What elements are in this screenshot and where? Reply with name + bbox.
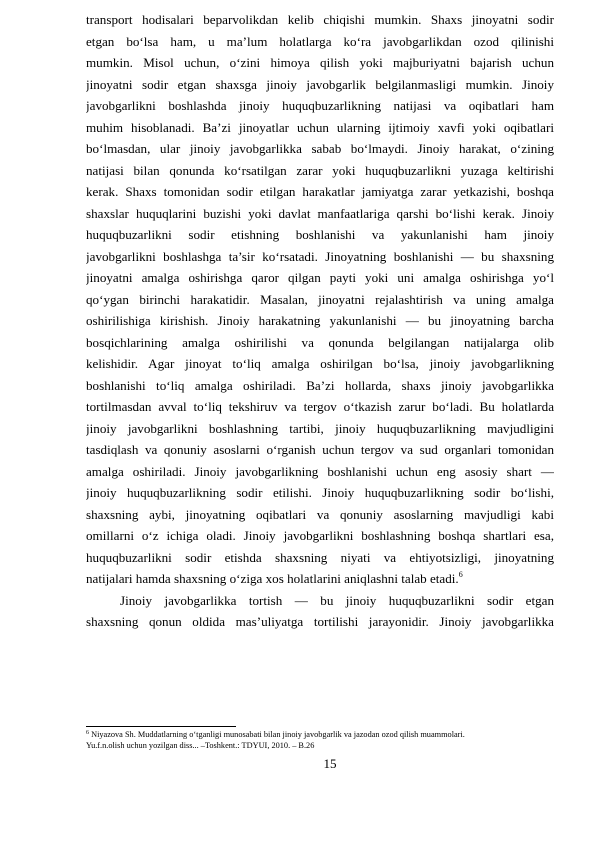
footnote-text-1: Niyazova Sh. Muddatlarning o‘tganligi munosabati bilan jinoiy javobgarlik va jazodan ozod qilish muammolari. (89, 730, 465, 739)
text-line (86, 98, 554, 114)
text-line-content: amalga oshiriladi. Jinoiy javobgarlikning boshlanishi uchun eng asosiy shart — (86, 463, 554, 479)
text-line (86, 77, 554, 93)
text-line-content: natijalari hamda shaxsning o‘ziga xos holatlarini aniqlashni talab etadi. (86, 571, 459, 586)
text-line-content: jinoiy javobgarlikni boshlashning tartibi, jinoiy huquqbuzarlikning mavjudligini (86, 420, 554, 436)
text-line (86, 120, 554, 136)
text-line-content: kelishidir. Agar jinoyat to‘liq amalga oshirilgan bo‘lsa, jinoiy javobgarlikning (86, 356, 554, 371)
text-line (86, 270, 554, 286)
text-line (86, 227, 554, 243)
text-line (86, 34, 554, 50)
footnote-line-1 (86, 729, 465, 740)
footnote-line-2: Yu.f.n.olish uchun yozilgan diss... –Toshkent.: TDYUI, 2010. – B.26 (86, 741, 315, 750)
text-line-content: oshirilishiga kirishish. Jinoiy harakatning yakunlanishi — bu jinoyatning barcha (86, 313, 554, 328)
text-line: Jinoiy javobgarlikka tortish — bu jinoiy huquqbuzarlikni sodir etgan (120, 592, 554, 608)
text-line-content: jinoyatni amalga oshirishga qaror qilgan payti yoki uni amalga oshirishga yo‘l (86, 270, 554, 285)
text-line-content: tasdiqlash va qonuniy asoslarni o‘rganish uchun tergov va sud organlari tomonidan (86, 442, 554, 457)
text-line-content: jinoyatni sodir etgan shaxsga jinoiy javobgarlik belgilanmasligi mumkin. Jinoiy (86, 76, 554, 92)
text-line-content: etgan bo‘lsa ham, u ma’lum holatlarga ko‘ra javobgarlikdan ozod qilinishi (86, 33, 554, 49)
text-line-content: mumkin. Misol uchun, o‘zini himoya qilish yoki majburiyatni bajarish uchun (86, 55, 554, 70)
text-line (86, 206, 554, 222)
text-line-content: transport hodisalari beparvolikdan kelib chiqishi mumkin. Shaxs jinoyatni sodir (86, 12, 554, 27)
text-line: shaxsning qonun oldida mas’uliyatga tortilishi jarayonidir. Jinoiy javobgarlikka (86, 614, 554, 629)
text-line (86, 12, 554, 28)
text-line-content: huquqbuzarlikni sodir etishda shaxsning niyati va ehtiyotsizligi, jinoyatning (86, 549, 554, 565)
text-line-content: tortilmasdan avval to‘liq tekshiruv va tergov o‘tkazish zarur bo‘ladi. Bu holatlarda (86, 399, 554, 414)
text-line-content: huquqbuzarlikni sodir etishning boshlanishi va yakunlanishi ham jinoiy (86, 227, 554, 242)
text-line (86, 292, 554, 308)
text-line (86, 464, 554, 480)
text-line-content: javobgarlikni boshlashda jinoiy huquqbuzarlikning natijasi va oqibatlari ham (86, 98, 554, 113)
text-line (86, 249, 554, 265)
text-line (86, 507, 554, 523)
footnote-reference[interactable]: 6 (458, 571, 463, 579)
text-line (86, 163, 554, 179)
text-line (86, 399, 554, 415)
text-line (86, 141, 554, 157)
text-line-content: bosqichlarining amalga oshirilishi va qonunda belgilangan natijalarga olib (86, 334, 554, 350)
text-line-content: shaxsning aybi, jinoyatning oqibatlari va qonuniy asoslarning mavjudligi kabi (86, 506, 554, 522)
text-line-content: javobgarlikni boshlashga ta’sir ko‘rsatadi. Jinoyatning boshlanishi — bu shaxsning (86, 248, 554, 264)
text-line-content: qo‘ygan birinchi harakatidir. Masalan, jinoyatni rejalashtirish va uning amalga (86, 291, 554, 307)
text-line (86, 571, 554, 587)
text-line (86, 356, 554, 372)
text-line-content: kerak. Shaxs tomonidan sodir etilgan harakatlar jamiyatga zarar yetkazishi, boshqa (86, 184, 554, 199)
footnote-number: 6 (86, 730, 89, 736)
text-line (86, 550, 554, 566)
text-line-content: boshlanishi to‘liq amalga oshiriladi. Ba’zi hollarda, shaxs jinoiy javobgarlikka (86, 377, 554, 393)
text-line (86, 184, 554, 200)
text-line-content: natijasi bilan qonunda ko‘rsatilgan zarar yoki huquqbuzarlikni yuzaga keltirishi (86, 162, 554, 178)
text-line-content: jinoiy huquqbuzarlikning sodir etilishi. Jinoiy huquqbuzarlikning sodir bo‘lishi, (86, 485, 554, 500)
text-line-content: omillarni o‘z ichiga oladi. Jinoiy javobgarlikni boshlashning boshqa shartlari esa, (86, 528, 554, 543)
text-line (86, 528, 554, 544)
page-number: 15 (323, 756, 337, 771)
text-line-content: bo‘lmasdan, ular jinoiy javobgarlikka sabab bo‘lmaydi. Jinoiy harakat, o‘zining (86, 141, 554, 156)
text-line-content: shaxslar huquqlarini buzishi yoki davlat manfaatlariga qarshi bo‘lishi kerak. Jinoiy (86, 205, 554, 221)
text-line (86, 485, 554, 501)
text-line (86, 378, 554, 394)
text-line (86, 313, 554, 329)
footnote-separator (86, 726, 236, 727)
text-line (86, 442, 554, 458)
text-line (86, 421, 554, 437)
text-line (86, 335, 554, 351)
text-line (86, 55, 554, 71)
text-line-content: muhim hisoblanadi. Ba’zi jinoyatlar uchun ularning ijtimoiy xavfi yoki oqibatlari (86, 119, 554, 135)
